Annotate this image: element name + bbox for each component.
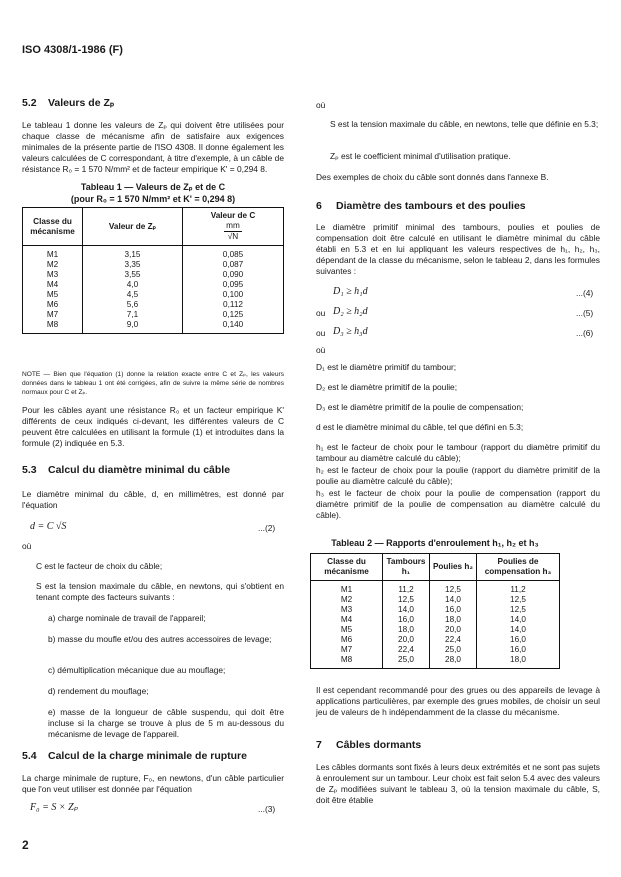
table-cell: 16,0 (477, 635, 560, 645)
table-cell: 16,0 (383, 615, 430, 625)
table-cell: 12,5 (430, 581, 477, 596)
table-row (23, 290, 284, 300)
definition: h₁ est le facteur de choix pour le tambour (rapport du diamètre primitif du tambour au diamètre calculé du câble); (316, 442, 600, 463)
table-cell: M3 (46, 270, 59, 279)
table-cell: M6 (46, 300, 59, 309)
table-cell: 25,0 (430, 645, 477, 655)
table-cell: M8 (340, 655, 353, 664)
definition: h₂ est le facteur de choix pour la poulie (rapport du diamètre primitif de la poulie au diamètre calculé du câble); (316, 465, 600, 486)
table-cell: 0,125 (183, 310, 284, 320)
definition: D₂ est le diamètre primitif de la poulie; (316, 382, 458, 392)
table-cell: 14,0 (430, 595, 477, 605)
table-cell: M7 (340, 645, 353, 654)
equation-5: D₂ ≥ h₂d (333, 306, 368, 317)
table-cell: M4 (340, 615, 353, 624)
table-cell: 25,0 (383, 655, 430, 669)
list-item: a) charge nominale de travail de l'appareil; (48, 613, 206, 623)
definition: d est le diamètre minimal du câble, tel que défini en 5.3; (316, 422, 524, 432)
paragraph: Pour les câbles ayant une résistance R₀ et un facteur empirique K' différents de ceux indiqués ci-devant, les différentes valeurs de C peuvent être calculées en utilisant la formule (1) et introduites dans la formule (2) indiquée en 5.3. (22, 405, 284, 448)
table1-header: Valeur de Zₚ (83, 208, 183, 246)
table-row (311, 581, 560, 596)
table2-header: Poulies de compensation h₃ (477, 554, 560, 581)
table-cell: 0,100 (183, 290, 284, 300)
section-5-3-paragraph: Le diamètre minimal du câble, d, en millimètres, est donné par l'équation (22, 489, 284, 510)
ou-label: où (22, 541, 32, 551)
table-cell: 0,112 (183, 300, 284, 310)
section-6-heading: 6 Diamètre des tambours et des poulies (316, 200, 526, 212)
ou-label: ou (316, 328, 326, 338)
table-cell: M6 (340, 635, 353, 644)
section-7-paragraph: Les câbles dormants sont fixés à leurs deux extrémités et ne sont pas sujets à enroulement sur un tambour. Leur choix est fait selon 5.4 avec des valeurs de Zₚ modifiées suivant le tableau 3, où la tension maximale du câble, S, doit être établie (316, 762, 600, 805)
definition: D₁ est le diamètre primitif du tambour; (316, 362, 457, 372)
table-row (311, 595, 560, 605)
section-5-4-heading: 5.4 Calcul de la charge minimale de rupture (22, 750, 247, 762)
equation-6: D₃ ≥ h₃d (333, 326, 368, 337)
section-7-heading: 7 Câbles dormants (316, 739, 422, 751)
table1-header: Classe du mécanisme (23, 208, 83, 246)
table-cell: 0,087 (183, 260, 284, 270)
table-cell: 18,0 (383, 625, 430, 635)
table-cell: M1 (340, 585, 353, 594)
table-cell: 18,0 (477, 655, 560, 669)
table-cell: 11,2 (383, 581, 430, 596)
table-cell: 7,1 (83, 310, 183, 320)
equation-number: ...(5) (576, 308, 594, 318)
equation-3: F₀ = S × Zₚ (30, 802, 78, 813)
ou-label: où (316, 100, 326, 110)
table-cell: 18,0 (430, 615, 477, 625)
definitions (316, 362, 600, 521)
table-cell: M2 (46, 260, 59, 269)
table-cell: 3,35 (83, 260, 183, 270)
table-cell: 22,4 (430, 635, 477, 645)
table-row (23, 300, 284, 310)
table-cell: 28,0 (430, 655, 477, 669)
ou-label: où (316, 345, 326, 355)
table-cell: M5 (340, 625, 353, 634)
document-header: ISO 4308/1-1986 (F) (22, 44, 123, 56)
table2-caption: Tableau 2 — Rapports d'enroulement h₁, h₂ et h₃ (331, 538, 539, 548)
section-5-4-paragraph: La charge minimale de rupture, F₀, en newtons, d'un câble particulier que l'on veut utiliser est donnée par l'équation (22, 773, 284, 794)
ou-label: ou (316, 308, 326, 318)
table-cell: 4,0 (83, 280, 183, 290)
list-item: b) masse du moufle et/ou des autres accessoires de levage; (48, 634, 272, 644)
table1-note: NOTE — Bien que l'équation (1) donne la relation exacte entre C et Zₚ, les valeurs données dans le tableau 1 ont été corrigées, afin de suivre la même série de nombres normaux pour C et Zₚ. (22, 371, 284, 396)
table2-header: Poulies h₂ (430, 554, 477, 581)
section-6-paragraph: Le diamètre primitif minimal des tambours, poulies et poulies de compensation doit être calculé en utilisant le diamètre minimal du câble établi en 5.3 et en lui appliquant les valeurs respectives de h₁, h₂, h₃, dépendant de la classe du mécanisme, selon le tableau 2, dans les formules suivantes : (316, 222, 600, 276)
definition: h₃ est le facteur de choix pour la poulie de compensation (rapport du diamètre primitif de la poulie de compensation au diamètre calculé du câble). (316, 488, 600, 520)
table-cell: 5,6 (83, 300, 183, 310)
equation-number: ...(6) (576, 328, 594, 338)
table-row (23, 320, 284, 334)
list-item: d) rendement du mouflage; (48, 686, 149, 696)
table-cell: M2 (340, 595, 353, 604)
section-5-3-heading: 5.3 Calcul du diamètre minimal du câble (22, 464, 231, 476)
definition-C: C est le facteur de choix du câble; (36, 561, 163, 571)
list-item: c) démultiplication mécanique due au mouflage; (48, 665, 226, 675)
table-row (311, 625, 560, 635)
table-cell: 4,5 (83, 290, 183, 300)
equation-4: D₁ ≥ h₁d (333, 286, 368, 297)
table-cell: 9,0 (83, 320, 183, 334)
equation-number: ...(4) (576, 288, 594, 298)
list-item: e) masse de la longueur de câble suspendu, qui doit être incluse si la charge se trouve à plus de 5 m au-dessous du mécanisme de levage de l'appareil. (48, 707, 284, 739)
table-row (311, 615, 560, 625)
table-cell: 11,2 (477, 581, 560, 596)
table-cell: 16,0 (430, 605, 477, 615)
section-5-2-heading: 5.2 Valeurs de Zₚ (22, 97, 115, 109)
table-cell: 14,0 (383, 605, 430, 615)
table-cell: 12,5 (477, 605, 560, 615)
table-cell: M1 (46, 250, 59, 259)
table-cell: 0,140 (183, 320, 284, 334)
table1-caption: Tableau 1 — Valeurs de Zₚ et de C (pour R₀ = 1 570 N/mm² et K' = 0,294 8) (70, 182, 236, 204)
table-row (23, 246, 284, 261)
equation-number: ...(3) (258, 804, 276, 814)
table-row (23, 280, 284, 290)
definition-S: S est la tension maximale du câble, en newtons, qui s'obtient en tenant compte des facteurs suivants : (36, 581, 284, 602)
table-cell: 16,0 (477, 645, 560, 655)
table-2 (310, 553, 560, 669)
table-cell: 3,15 (83, 246, 183, 261)
definition-Zp: Zₚ est le coefficient minimal d'utilisation pratique. (330, 151, 511, 161)
table-cell: 20,0 (430, 625, 477, 635)
table-cell: 20,0 (383, 635, 430, 645)
table-cell: 12,5 (477, 595, 560, 605)
definition: D₃ est le diamètre primitif de la poulie de compensation; (316, 402, 524, 412)
table-row (23, 260, 284, 270)
section-5-2-paragraph: Le tableau 1 donne les valeurs de Zₚ qui doivent être utilisées pour chaque classe de mécanisme afin de satisfaire aux exigences minimales de la présente partie de l'ISO 4308. Il donne également les valeurs calculées de C correspondant, à titre d'exemple, à un câble de résistance R₀ = 1 570 N/mm² et de facteur empirique K' = 0,294 8. (22, 120, 284, 174)
table-row (311, 655, 560, 669)
table-row (23, 270, 284, 280)
paragraph: Il est cependant recommandé pour des grues ou des appareils de levage à applications particulières, par exemple des grues mobiles, de choisir un seul jeu de valeurs de h indépendamment de la classe du mécanisme. (316, 685, 600, 717)
table-cell: 14,0 (477, 615, 560, 625)
equation-2: d = C √S (30, 521, 67, 532)
table-row (311, 645, 560, 655)
table-cell: M8 (46, 320, 59, 329)
table2-header: Classe du mécanisme (311, 554, 383, 581)
table-cell: 14,0 (477, 625, 560, 635)
table-cell: M3 (340, 605, 353, 614)
table-row (311, 605, 560, 615)
table-cell: M7 (46, 310, 59, 319)
table-cell: 22,4 (383, 645, 430, 655)
table-cell: M4 (46, 280, 59, 289)
table-row (23, 310, 284, 320)
table-row (311, 635, 560, 645)
table-cell: 0,095 (183, 280, 284, 290)
table-cell: M5 (46, 290, 59, 299)
table-1 (22, 207, 284, 334)
definition-S: S est la tension maximale du câble, en newtons, telle que définie en 5.3; (330, 119, 599, 129)
annex-reference: Des exemples de choix du câble sont donnés dans l'annexe B. (316, 172, 549, 182)
table-cell: 0,090 (183, 270, 284, 280)
table-cell: 3,55 (83, 270, 183, 280)
table2-header: Tambours h₁ (383, 554, 430, 581)
table1-header: Valeur de C mm √N (183, 208, 284, 246)
table-cell: 0,085 (183, 246, 284, 261)
page-number: 2 (22, 838, 29, 852)
equation-number: ...(2) (258, 523, 276, 533)
table-cell: 12,5 (383, 595, 430, 605)
